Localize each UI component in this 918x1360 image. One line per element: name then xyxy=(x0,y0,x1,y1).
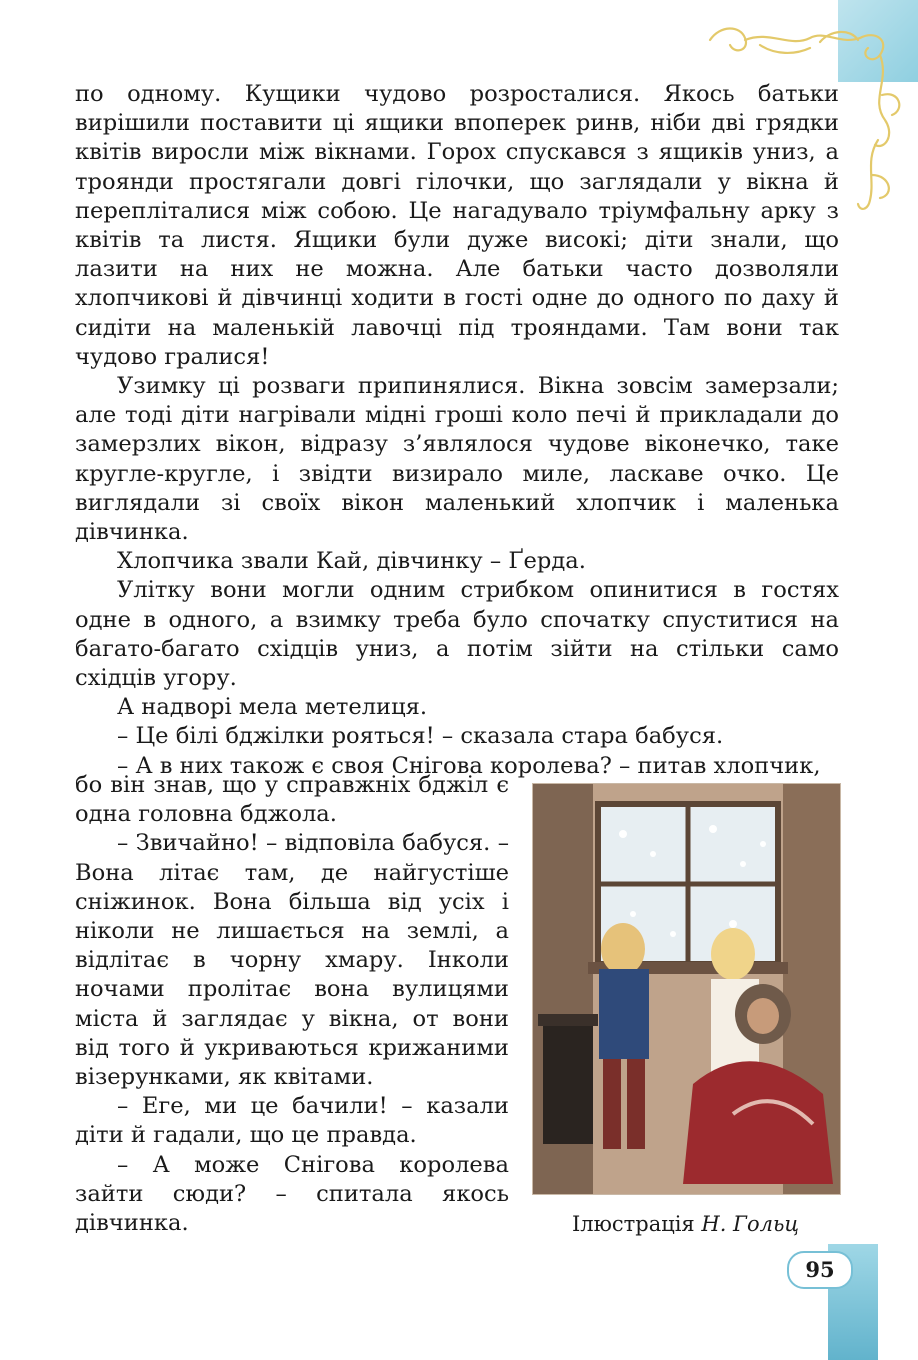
illustration-image xyxy=(532,783,841,1195)
paragraph-2: Узимку ці розваги припинялися. Вікна зовсім замерзали; але тоді діти нагрівали мідні гроші коло печі й прикладали до замерзлих вікон, відразу з’являлося чудове віконечко, таке кругле-кругле, і звідти визирало миле, ласкаве очко. Це виглядали зі своїх вікон маленький хлопчик і маленька дівчинка. xyxy=(75,373,839,546)
page-number: 95 xyxy=(787,1251,853,1289)
paragraph-3: Хлопчика звали Кай, дівчинку – Ґерда. xyxy=(117,548,586,575)
paragraph-10: – Еге, ми це бачили! – казали діти й гадали, що це правда. xyxy=(75,1093,509,1149)
paragraph-11: – А може Снігова королева зайти сюди? – спитала якось дівчинка. xyxy=(75,1151,509,1237)
caption-author: Н. Гольц xyxy=(701,1212,800,1236)
illustration-scene xyxy=(533,784,840,1194)
wrapped-text xyxy=(75,771,509,1238)
main-text xyxy=(75,80,839,781)
paragraph-7: – А в них також є своя Снігова королева? – питав хлопчик, xyxy=(117,752,821,779)
paragraph-1: по одному. Кущики чудово розросталися. Якось батьки вирішили поставити ці ящики впоперек ринв, ніби дві грядки квітів виросли між вікнами. Горох спускався з ящиків униз, а троянди простягали довгі гілочки, що заглядали у вікна й перепліталися між собою. Це нагадувало тріумфальну арку з квітів та листя. Ящики були дуже високі; діти знали, що лазити на них не можна. Але батьки часто дозволяли хлопчикові й дівчинці ходити в гості одне до одного по даху й сидіти на маленькій лавочці під трояндами. Там вони так чудово гралися! xyxy=(75,81,839,370)
paragraph-6: – Це білі бджілки рояться! – сказала стара бабуся. xyxy=(117,723,724,750)
illustration-caption xyxy=(532,1210,839,1238)
paragraph-9: – Звичайно! – відповіла бабуся. – Вона літає там, де найгустіше сніжинок. Вона більша від усіх і ніколи не лишається на землі, а відлітає в чорну хмару. Інколи ночами пролітає вона вулицями міста й заглядає у вікна, от вони від того й укриваються крижаними візерунками, як квітами. xyxy=(75,830,509,1091)
paragraph-8: бо він знав, що у справжніх бджіл є одна головна бджола. xyxy=(75,772,509,828)
paragraph-5: А надворі мела метелиця. xyxy=(117,694,428,721)
paragraph-4: Улітку вони могли одним стрибком опинитися в гостях одне в одного, а взимку треба було спочатку спуститися на багато-багато східців униз, а потім зійти на стільки само східців угору. xyxy=(75,577,839,692)
caption-prefix: Ілюстрація xyxy=(571,1212,695,1236)
